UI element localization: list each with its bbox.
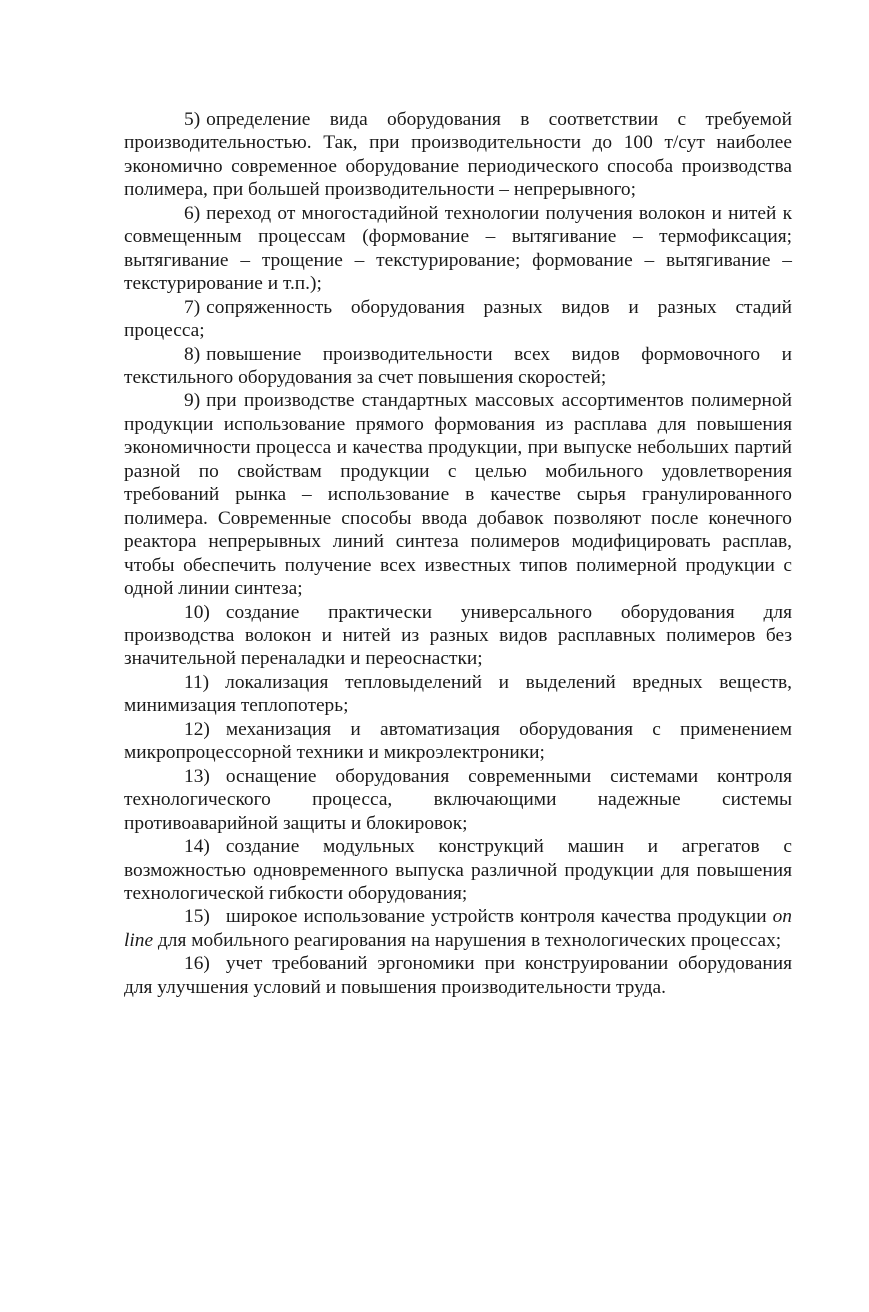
list-item-6 [124,202,792,296]
item-number: 14) [184,836,210,858]
item-number: 6) [184,202,201,224]
item-text: оснащение оборудования современными системами контроля технологического процесса, включающими надежные системы противоаварийной защиты и блокировок; [124,765,792,834]
item-text: локализация тепловыделений и выделений вредных веществ, минимизация теплопотерь; [124,671,792,717]
list-item-9 [124,389,792,600]
item-text: повышение производительности всех видов формовочного и текстильного оборудования за счет повышения скоростей; [124,343,792,388]
list-item-5 [124,108,792,202]
item-number: 13) [184,765,210,787]
item-number: 10) [184,601,210,623]
item-number: 15) [184,906,210,928]
item-text: создание модульных конструкций машин и агрегатов с возможностью одновременного выпуска различной продукции для повышения технологической гибкости оборудования; [124,836,792,904]
item-number: 16) [184,953,210,975]
body-text [124,108,792,999]
list-item-16 [124,952,792,999]
item-text: учет требований эргономики при конструировании оборудования для улучшения условий и повышения производительности труда. [124,953,792,998]
item-text: механизация и автоматизация оборудования с применением микропроцессорной техники и микроэлектроники; [124,718,792,764]
list-item-13 [124,765,792,835]
item-text: сопряженность оборудования разных видов и разных стадий процесса; [124,296,792,342]
item-number: 7) [184,296,201,318]
list-item-10 [124,601,792,671]
item-number: 9) [184,390,201,412]
item-number: 5) [184,109,201,130]
item-text: определение вида оборудования в соответствии с требуемой производительностью. Так, при производительности до 100 т/сут наиболее экономично современное оборудование периодического способа производства полимера, при большей производительности – непрерывного; [124,109,792,201]
item-number: 11) [184,671,210,693]
list-item-8 [124,343,792,390]
list-item-12 [124,718,792,765]
item-number: 8) [184,343,201,365]
item-text-after: для мобильного реагирования на нарушения в технологических процессах; [153,929,782,951]
list-item-15 [124,905,792,952]
list-item-7 [124,296,792,343]
list-item-14 [124,835,792,905]
item-text: создание практически универсального оборудования для производства волокон и нитей из разных видов расплавных полимеров без значительной переналадки и переоснастки; [124,601,792,670]
item-text-italic: on line [124,906,792,951]
item-number: 12) [184,718,210,740]
item-text: переход от многостадийной технологии получения волокон и нитей к совмещенным процессам (формование – вытягивание – термофиксация; вытягивание – трощение – текстурирование; формование – вытягивание – текстурирование и т.п.); [124,202,792,295]
list-item-11 [124,671,792,718]
item-text-before: широкое использование устройств контроля качества продукции [225,906,773,928]
item-text: при производстве стандартных массовых ассортиментов полимерной продукции использование прямого формования из расплава для повышения экономичности процесса и качества продукции, при выпуске небольших партий разной по свойствам продукции с целью мобильного удовлетворения требований рынка – использование в качестве сырья гранулированного полимера. Современные способы ввода добавок позволяют после конечного реактора непрерывных линий синтеза полимеров модифицировать расплав, чтобы обеспечить получение всех известных типов полимерной продукции с одной линии синтеза; [124,390,792,600]
